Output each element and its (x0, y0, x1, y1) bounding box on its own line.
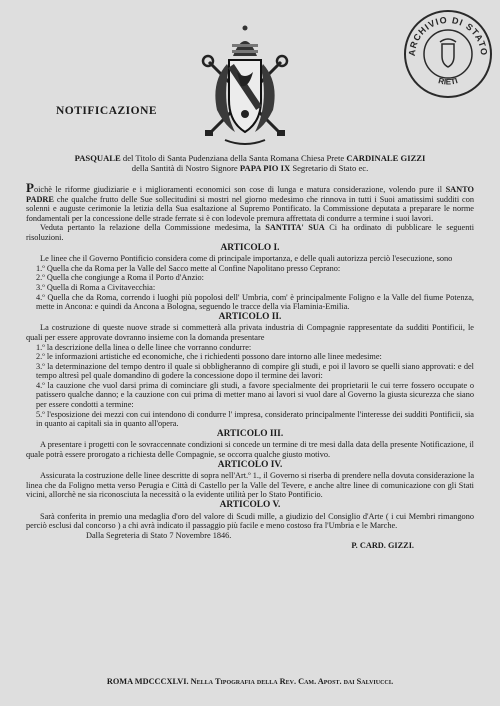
article-2-item: 1.º la descrizione della linea o delle linee che vorranno condurre: (36, 342, 252, 352)
article-4-paragraph: Assicurata la costruzione delle linee descritte di sopra nell'Art.º 1., il Governo si riserba di prendere nella dovuta considerazione la linea che da Foligno metta verso Perugia e Città di Castello per la Valle del Tevere, e anche altre linee di comunicazione con gli Stati vicini, allorchè ne sia riconosciuta la necessità o la evidente utilità per lo Stato Pontificio. (26, 471, 474, 500)
issuer-header (28, 153, 472, 173)
footer-place: ROMA MDCCCXLVI. (106, 677, 189, 686)
article-2-item: 4.º la cauzione che vuol darsi prima di cominciare gli studi, a favore specialmente dei proprietarii le cui terre fossero occupate o patissero qualche danno; e la cauzione con cui prima di metter mano ai lavori si vuol dare al Governo la giusta sicurezza che siano per essere condotti a termine: (36, 380, 474, 410)
article-2-heading: ARTICOLO II. (218, 311, 282, 322)
header-name: PASQUALE (74, 153, 121, 163)
article-1-paragraph: Le linee che il Governo Pontificio considera come di principale importanza, e delle quali autorizza perciò l'esecuzione, sono (40, 254, 453, 264)
article-1-heading: ARTICOLO I. (220, 242, 280, 253)
article-2-item: 5.º l'esposizione dei mezzi con cui intendono di condurre l' impresa, considerato principalmente l'interesse dei sudditi Pontificii, sia in quanto ai capitali sia in quanto all'opera. (36, 409, 474, 429)
intro-paragraph-2: Veduta pertanto la relazione della Commissione medesima, la SANTITA' SUA Ci ha ordinato di pubblicare le seguenti risoluzioni. (26, 223, 474, 242)
article-1-item: 2.º Quella che congiunge a Roma il Porto d'Anzio: (36, 273, 204, 283)
archive-stamp (402, 8, 494, 100)
header-cardinal: CARDINALE GIZZI (346, 153, 426, 163)
article-2-item: 2.º le informazioni artistiche ed economiche, che i richiedenti possono dare intorno alle linee medesime: (36, 352, 382, 362)
header-line-1 (28, 153, 472, 163)
article-2-paragraph: La costruzione di queste nuove strade si commetterà alla privata industria di Compagnie rappresentate da sudditi Pontificii, le quali per essere approvate dovranno insieme con la domanda presentare (26, 323, 474, 342)
intro-paragraph: Poichè le riforme giudiziarie e i miglioramenti economici son cose di lunga e matura considerazione, volendo pure il SANTO PADRE che qualche frutto delle Sue sollecitudini si mostri nel giorno medesimo che rinnova in tutti i Suoi amatissimi sudditi con solenni e auguste cerimonie la letizia della Sua esaltazione al Supremo Pontificato. la Commissione deputata a preparare le norme fondamentali per la concessione delle strade ferrate si è con lodevole premura affrettata di condurre a termine i suoi lavori. (26, 180, 474, 223)
article-1-item: 3.º Quella di Roma a Civitavecchia: (36, 282, 156, 292)
document-body (26, 180, 474, 551)
article-5-paragraph: Sarà conferita in premio una medaglia d'oro del valore di Scudi mille, a giudizio del Consiglio d'Arte ( i cui Membri rimangono perciò esclusi dal concorso ) a chi avrà indicato il passaggio più facile e meno costoso fra l'Umbria e le Marche. (26, 511, 474, 531)
header-line2-start: della Santità di Nostro Signore (131, 163, 240, 173)
article-4-heading: ARTICOLO IV. (217, 459, 283, 470)
document-title: NOTIFICAZIONE (56, 105, 158, 117)
article-1-item: 1.º Quella che da Roma per la Valle del Sacco mette al Confine Napolitano presso Ceprano: (36, 263, 341, 273)
stamp-outer-text: ARCHIVIO DI STATO (406, 14, 490, 57)
santita-sua: SANTITA' SUA (265, 223, 325, 233)
header-line-2 (28, 163, 472, 173)
article-1-item: 4.º Quella che da Roma, correndo i luoghi più popolosi dell' Umbria, com' è principalmente Foligno e la Valle del fiume Potenza, mette in Ancona: e quindi da Ancona a Bologna, seguendo le tracce della via Flaminia-Emilia. (36, 292, 474, 312)
article-2-item: 3.º la determinazione del tempo dentro il quale si obbligheranno di compire gli studi, e poi il lavoro se quelli siano approvati: e del tempo altresì pel quale domandino di godere la concessione dopo il termine dei lavori: (36, 361, 474, 381)
header-title-text: del Titolo di Santa Pudenziana della Santa Romana Chiesa Prete (120, 153, 347, 163)
article-3-paragraph: A presentare i progetti con le sovraccennate condizioni si concede un termine di tre mesi dalla data della presente Notificazione, il quale potrà essere prorogato a richiesta delle Compagnie, se occorra qualche giusto motivo. (26, 440, 474, 460)
header-line2-end: Segretario di Stato ec. (290, 163, 369, 173)
stamp-inner-text: RIETI (437, 76, 459, 87)
date-line: Dalla Segreteria di Stato 7 Novembre 1846. (86, 530, 232, 540)
drop-cap: P (26, 180, 34, 195)
printer-footer (26, 677, 474, 686)
footer-printer: Nella Tipografia della Rev. Cam. Apost. dai Salviucci. (188, 677, 394, 686)
papal-coat-of-arms-icon (195, 22, 295, 150)
article-5-heading: ARTICOLO V. (219, 500, 281, 510)
santo-padre: SANTO PADRE (26, 185, 474, 204)
article-3-heading: ARTICOLO III. (216, 428, 284, 439)
signature: P. CARD. GIZZI. (351, 541, 414, 551)
header-pope: PAPA PIO IX (239, 163, 291, 173)
